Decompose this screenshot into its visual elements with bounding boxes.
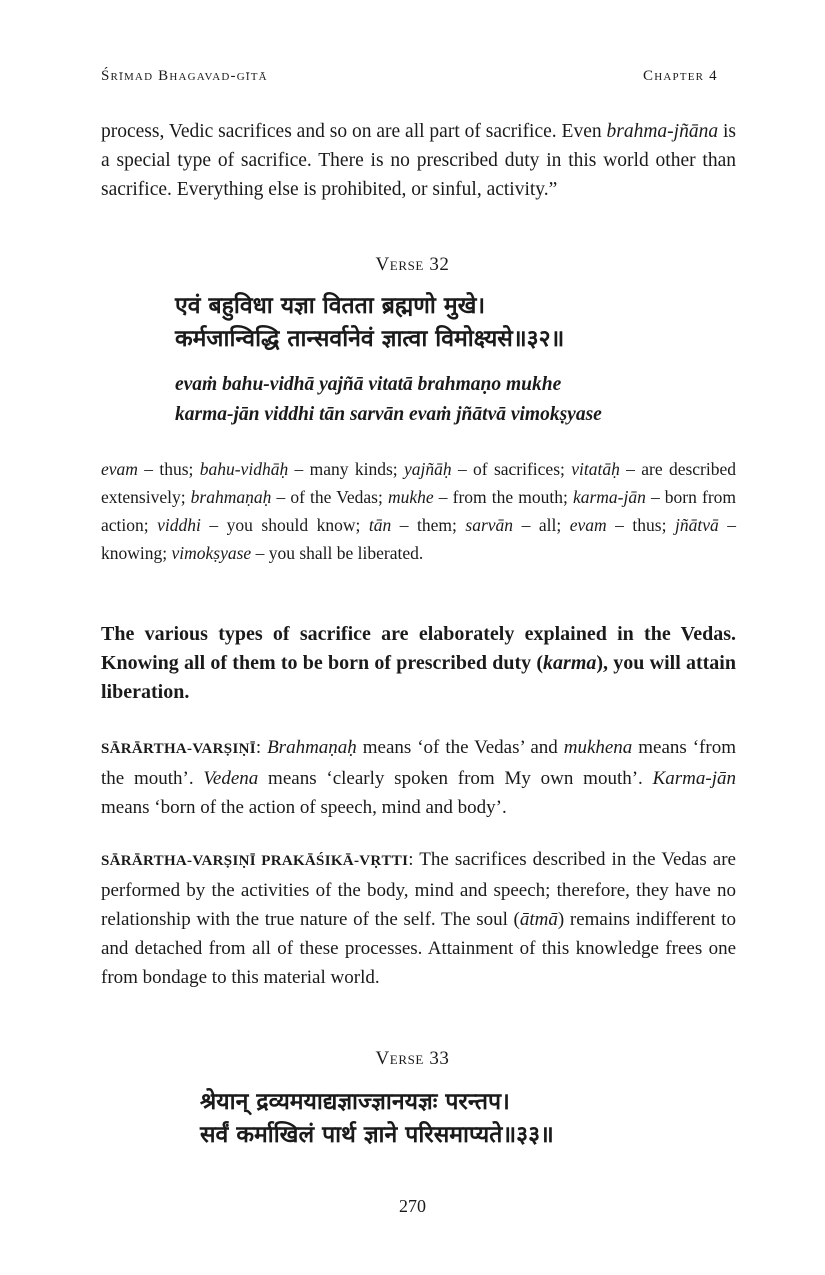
sanskrit-line-1: श्रेयान् द्रव्यमयाद्यज्ञाज्ज्ञानयज्ञः परन्तप। (200, 1089, 510, 1115)
italic-term: ātmā (519, 909, 558, 930)
commentary-label: SĀRĀRTHA-VARṢIṆĪ (101, 741, 256, 757)
verse-32-translation (101, 620, 736, 707)
verse-32-transliteration (175, 370, 602, 430)
intro-text-1: process, Vedic sacrifices and so on are all part of sacrifice. Even (101, 121, 607, 142)
sanskrit-line-1: एवं बहुविधा यज्ञा वितता ब्रह्मणो मुखे। (175, 293, 486, 319)
sarartha-varsini-commentary (101, 733, 736, 822)
synonym-term: viddhi (157, 515, 201, 535)
commentary-label: SĀRĀRTHA-VARṢIṆĪ PRAKĀŚIKĀ-VṚTTI (101, 853, 409, 869)
synonym-meaning: – them; (391, 515, 466, 535)
running-header-right: Chapter 4 (643, 68, 718, 84)
synonym-term: evam (101, 459, 138, 479)
transliteration-line-2: karma-jān viddhi tān sarvān evaṁ jñātvā vimokṣyase (175, 404, 602, 425)
italic-term: mukhena (563, 737, 633, 758)
synonym-term: vimokṣyase (171, 543, 252, 563)
translation-text-1: The various types of sacrifice are elaborately explained in the Vedas. Knowing all of them to be born of prescribed duty ( (101, 623, 736, 674)
synonym-term: brahmaṇaḥ (190, 487, 272, 507)
synonym-term: karma-jān (572, 487, 646, 507)
verse-32-synonyms (101, 455, 736, 567)
synonym-term: mukhe (387, 487, 434, 507)
synonym-meaning: – are described extensively; (101, 459, 736, 507)
verse-32-sanskrit (175, 290, 564, 356)
translation-italic: karma (543, 652, 597, 674)
page-number: 270 (399, 1196, 426, 1216)
running-header-left: Śrīmad Bhagavad-gītā (101, 68, 268, 84)
sanskrit-line-2: कर्मजान्विद्धि तान्सर्वानेवं ज्ञात्वा विमोक्ष्यसे॥३२॥ (175, 326, 565, 352)
synonym-term: yajñāḥ (403, 459, 452, 479)
label-colon: : (255, 737, 268, 758)
synonym-meaning: – knowing; (101, 515, 736, 563)
commentary-text: means ‘clearly spoken from My own mouth’. (258, 768, 653, 789)
synonym-meaning: – many kinds; (288, 459, 404, 479)
italic-term: Karma-jān (652, 768, 736, 789)
commentary-text: ) remains indifferent to and detached from all of these processes. Attainment of this knowledge frees one from bondage to this material world. (101, 909, 737, 988)
synonym-meaning: – thus; (137, 459, 200, 479)
synonym-term: jñātvā (674, 515, 719, 535)
synonym-meaning: – born from action; (101, 487, 737, 535)
sanskrit-line-2: सर्वं कर्माखिलं पार्थ ज्ञाने परिसमाप्यते॥३३॥ (200, 1122, 554, 1148)
translation-text-2: ), you will attain liberation. (101, 652, 736, 703)
synonym-meaning: – you should know; (200, 515, 369, 535)
synonym-term: vitatāḥ (571, 459, 620, 479)
italic-term: Vedena (203, 768, 259, 789)
intro-italic-term: brahma-jñāna (606, 121, 719, 142)
commentary-text: means ‘from the mouth’. (101, 737, 736, 789)
commentary-text: means ‘of the Vedas’ and (356, 737, 564, 758)
synonym-meaning: – of the Vedas; (271, 487, 388, 507)
verse-32-title: Verse 32 (375, 254, 450, 275)
synonym-meaning: – all; (513, 515, 570, 535)
intro-text-2: is a special type of sacrifice. There is no prescribed duty in this world other than sacrifice. Everything else is prohibited, or sinful, activity.” (101, 121, 737, 200)
synonym-meaning: – you shall be liberated. (251, 543, 424, 563)
synonym-term: evam (569, 515, 607, 535)
synonym-meaning: – thus; (606, 515, 675, 535)
synonym-term: tān (368, 515, 392, 535)
intro-paragraph (101, 117, 736, 204)
transliteration-line-1: evaṁ bahu-vidhā yajñā vitatā brahmaṇo mukhe (175, 374, 562, 395)
synonym-meaning: – from the mouth; (433, 487, 573, 507)
commentary-text: means ‘born of the action of speech, mind and body’. (101, 797, 507, 818)
commentary-text: The sacrifices described in the Vedas are performed by the activities of the body, mind and speech; therefore, they have no relationship with the true nature of the self. The soul ( (101, 849, 736, 930)
verse-33-sanskrit (200, 1086, 554, 1152)
synonym-term: bahu-vidhāḥ (199, 459, 289, 479)
synonym-meaning: – of sacrifices; (451, 459, 572, 479)
verse-33-title: Verse 33 (375, 1048, 450, 1069)
prakasika-vrtti-commentary (101, 845, 736, 992)
italic-term: Brahmaṇaḥ (267, 737, 357, 758)
label-colon: : (408, 849, 420, 870)
synonym-term: sarvān (465, 515, 514, 535)
